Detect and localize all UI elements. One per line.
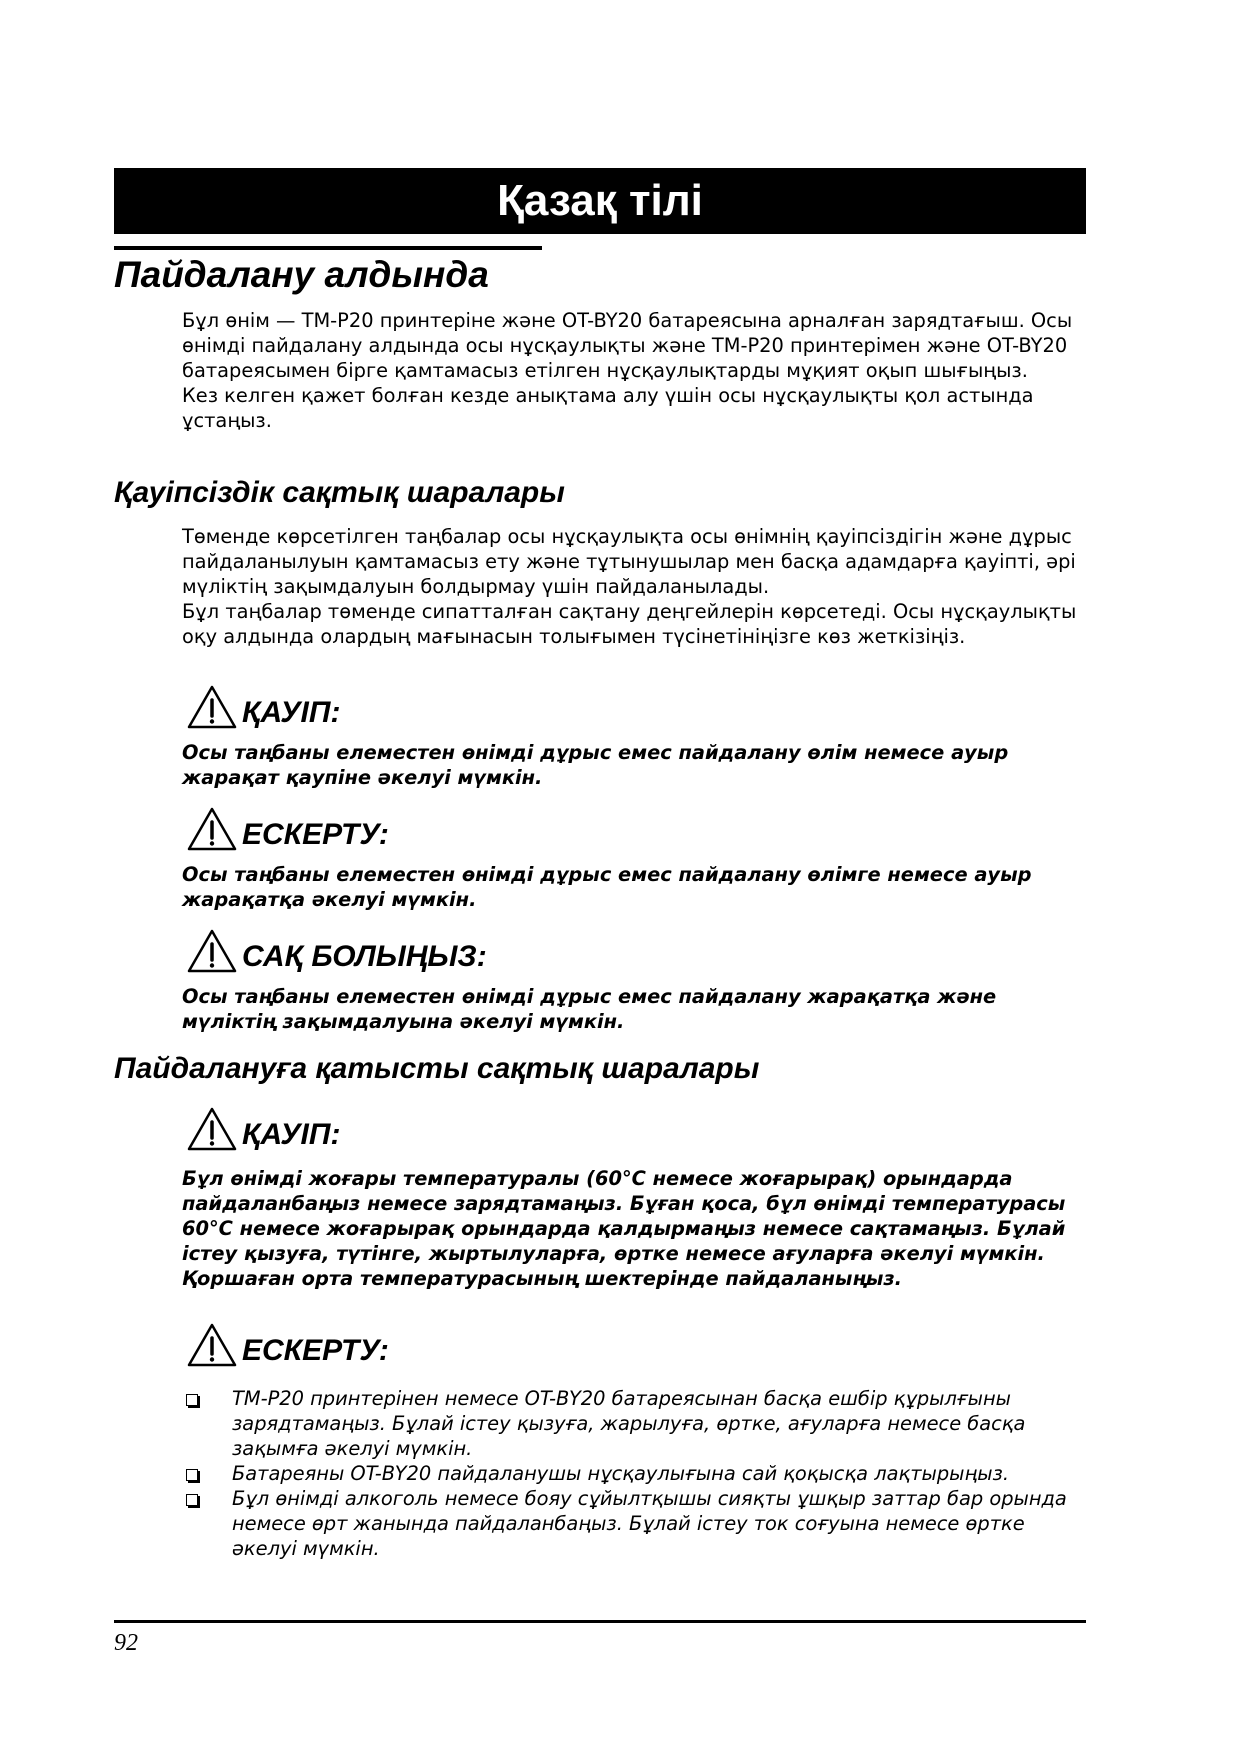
checkbox-bullet-icon bbox=[186, 1469, 198, 1481]
list-item-text: TM-P20 принтерінен немесе OT-BY20 батареясынан басқа ешбір құрылғыны зарядтамаңыз. Бұлай істеу қызуға, жарылуға, өртке, ағуларға немесе басқа зақымға әкелуі мүмкін. bbox=[232, 1387, 1026, 1460]
section-title-usage-precautions: Пайдалануға қатысты сақтық шаралары bbox=[114, 1052, 760, 1085]
before-use-body bbox=[182, 308, 1092, 433]
paragraph: Төменде көрсетілген таңбалар осы нұсқаулықта осы өнімнің қауіпсіздігін және дұрыс пайдаланылуын қамтамасыз ету және тұтынушылар мен басқа адамдарға қауіпті, әрі мүліктің зақымдалуын болдырмау үшін пайдаланылады. bbox=[182, 525, 1076, 598]
paragraph: Кез келген қажет болған кезде анықтама алу үшін осы нұсқаулықты қол астында ұстаңыз. bbox=[182, 384, 1034, 432]
language-title: Қазақ тілі bbox=[497, 176, 703, 225]
usage-danger-label: ҚАУІП: bbox=[242, 1118, 341, 1151]
warning-triangle-icon bbox=[186, 806, 238, 852]
checkbox-bullet-icon bbox=[186, 1494, 198, 1506]
paragraph: Бұл таңбалар төменде сипатталған сақтану деңгейлерін көрсетеді. Осы нұсқаулықты оқу алдында олардың мағынасын толығымен түсінетініңізге көз жеткізіңіз. bbox=[182, 600, 1077, 648]
footer-rule bbox=[114, 1620, 1086, 1623]
usage-warning-list bbox=[186, 1386, 1086, 1561]
list-item bbox=[186, 1486, 1086, 1561]
warning-label: ЕСКЕРТУ: bbox=[242, 818, 389, 851]
caution-label: САҚ БОЛЫҢЫЗ: bbox=[242, 940, 487, 973]
caution-description: Осы таңбаны елеместен өнімді дұрыс емес пайдалану жарақатқа және мүліктің зақымдалуына әкелуі мүмкін. bbox=[182, 985, 997, 1033]
list-item-text: Бұл өнімді алкоголь немесе бояу сұйылтқышы сияқты ұшқыр заттар бар орында немесе өрт жанында пайдаланбаңыз. Бұлай істеу ток соғуына немесе өртке әкелуі мүмкін. bbox=[232, 1487, 1067, 1560]
paragraph: Бұл өнім — TM-P20 принтеріне және OT-BY20 батареясына арналған зарядтағыш. Осы өнімді пайдалану алдында осы нұсқаулықты және TM-P20 принтерімен және OT-BY20 батареясымен бірге қамтамасыз етілген нұсқаулықтарды мұқият оқып шығыңыз. bbox=[182, 309, 1073, 382]
warning-triangle-icon bbox=[186, 1322, 238, 1368]
usage-warning-label: ЕСКЕРТУ: bbox=[242, 1334, 389, 1367]
warning-triangle-icon bbox=[186, 1106, 238, 1152]
caution-heading bbox=[186, 928, 487, 974]
danger-heading bbox=[186, 684, 340, 730]
checkbox-bullet-icon bbox=[186, 1394, 198, 1406]
warning-triangle-icon bbox=[186, 928, 238, 974]
usage-danger-heading bbox=[186, 1106, 340, 1152]
section-title-safety: Қауіпсіздік сақтық шаралары bbox=[114, 476, 565, 509]
section-title-before-use: Пайдалану алдында bbox=[114, 254, 489, 295]
list-item-text: Батареяны OT-BY20 пайдаланушы нұсқаулығына сай қоқысқа лақтырыңыз. bbox=[232, 1462, 1010, 1485]
warning-heading bbox=[186, 806, 389, 852]
language-banner bbox=[114, 168, 1086, 234]
danger-label: ҚАУІП: bbox=[242, 696, 341, 729]
page-number: 92 bbox=[114, 1630, 138, 1656]
usage-warning-heading bbox=[186, 1322, 389, 1368]
heading-rule bbox=[114, 246, 542, 250]
usage-danger-description: Бұл өнімді жоғары температуралы (60°C немесе жоғарырақ) орындарда пайдаланбаңыз немесе зарядтамаңыз. Бұған қоса, бұл өнімді температурасы 60°C немесе жоғарырақ орындарда қалдырмаңыз немесе сақтамаңыз. Бұлай істеу қызуға, түтінге, жыртылуларға, өртке немесе ағуларға әкелуі мүмкін. Қоршаған орта температурасының шектерінде пайдаланыңыз. bbox=[182, 1167, 1066, 1290]
list-item bbox=[186, 1386, 1086, 1461]
danger-description: Осы таңбаны елеместен өнімді дұрыс емес пайдалану өлім немесе ауыр жарақат қаупіне әкелуі мүмкін. bbox=[182, 741, 1009, 789]
safety-body bbox=[182, 524, 1092, 649]
warning-description: Осы таңбаны елеместен өнімді дұрыс емес пайдалану өлімге немесе ауыр жарақатқа әкелуі мүмкін. bbox=[182, 863, 1032, 911]
warning-triangle-icon bbox=[186, 684, 238, 730]
list-item bbox=[186, 1461, 1086, 1486]
